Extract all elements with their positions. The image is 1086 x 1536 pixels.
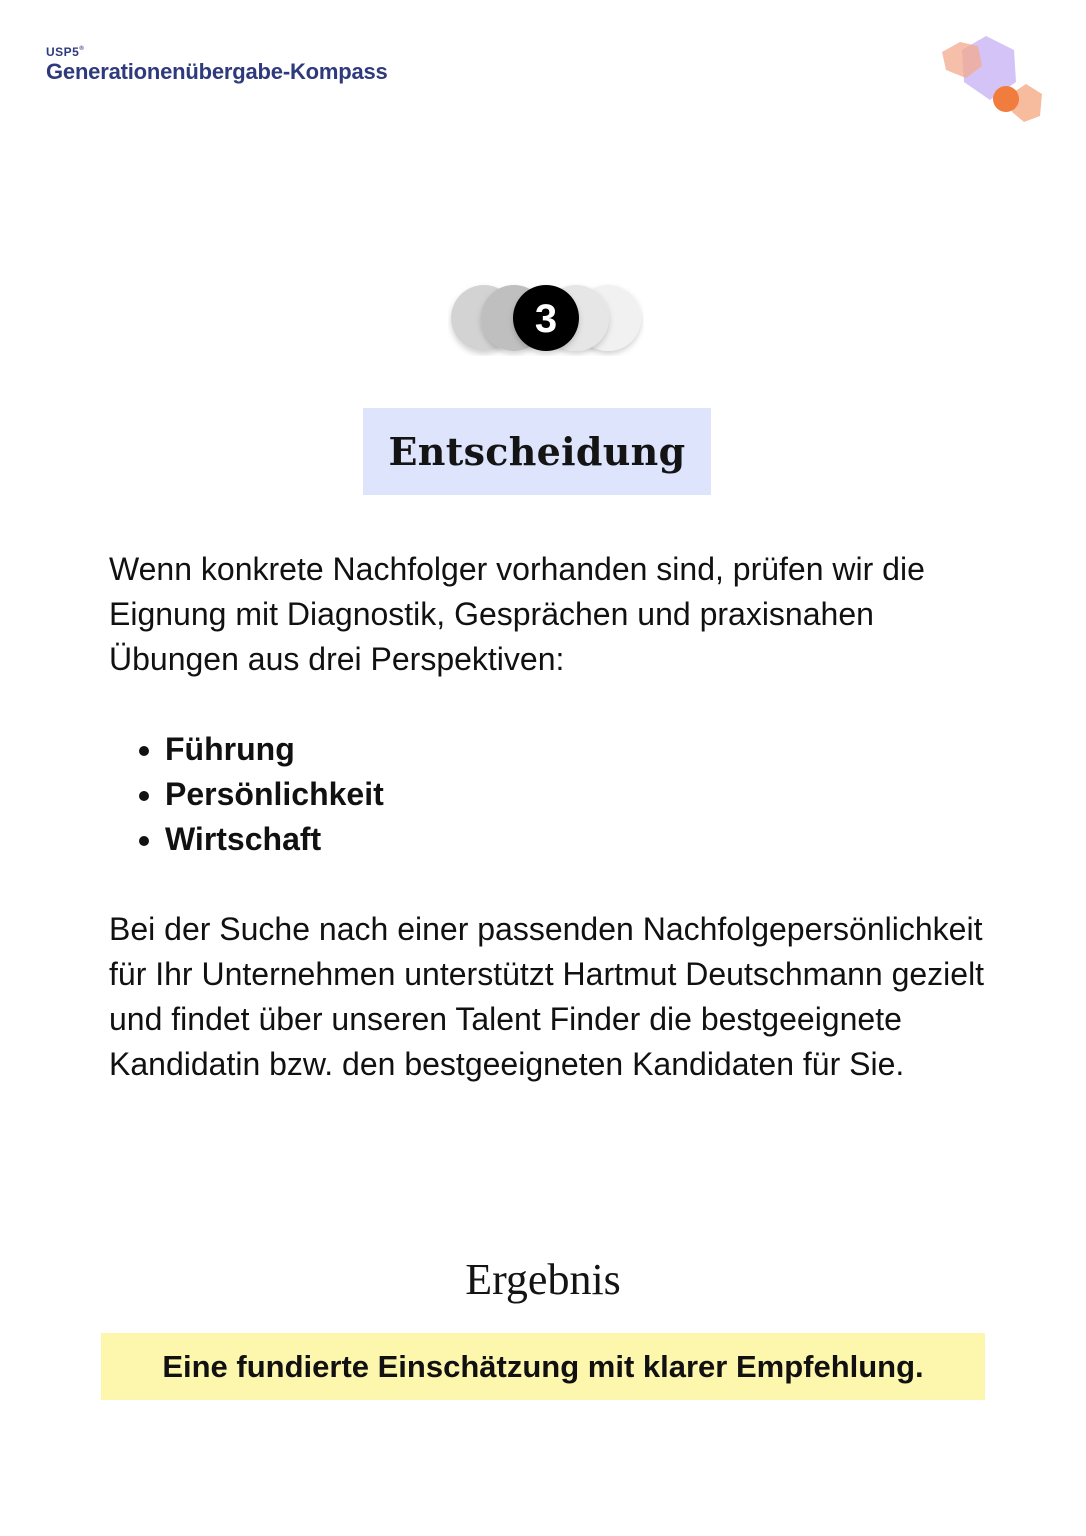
step-number: 3 bbox=[534, 297, 558, 341]
intro-paragraph: Wenn konkrete Nachfolger vorhanden sind, prüfen wir die Eignung mit Diagnostik, Gesprächen und praxisnahen Übungen aus drei Perspektiven: bbox=[109, 551, 925, 677]
perspectives-list bbox=[109, 727, 989, 862]
body-paragraph: Bei der Suche nach einer passenden Nachfolgepersönlichkeit für Ihr Unternehmen unterstützt Hartmut Deutschmann gezielt und findet über unseren Talent Finder die bestgeeignete Kandidatin bzw. den bestgeeigneten Kandidaten für Sie. bbox=[109, 911, 985, 1082]
logo-orange-dot bbox=[993, 86, 1019, 112]
section-title: Entscheidung bbox=[388, 429, 686, 474]
perspective-item: • Persönlichkeit bbox=[165, 772, 989, 817]
brand-title: Generationenübergabe-Kompass bbox=[46, 59, 388, 84]
pentagon-cluster-logo-icon bbox=[936, 30, 1052, 128]
result-label: Ergebnis bbox=[465, 1255, 621, 1304]
brand-header bbox=[46, 46, 388, 83]
brand-small-label: USP5® bbox=[46, 45, 85, 59]
perspective-item: • Führung bbox=[165, 727, 989, 772]
result-highlight-box bbox=[101, 1333, 985, 1400]
step-indicator-icon bbox=[448, 282, 644, 356]
perspective-item: • Wirtschaft bbox=[165, 817, 989, 862]
result-text: Eine fundierte Einschätzung mit klarer Empfehlung. bbox=[162, 1348, 924, 1384]
section-heading-box bbox=[363, 408, 711, 495]
section-content bbox=[109, 547, 989, 1087]
